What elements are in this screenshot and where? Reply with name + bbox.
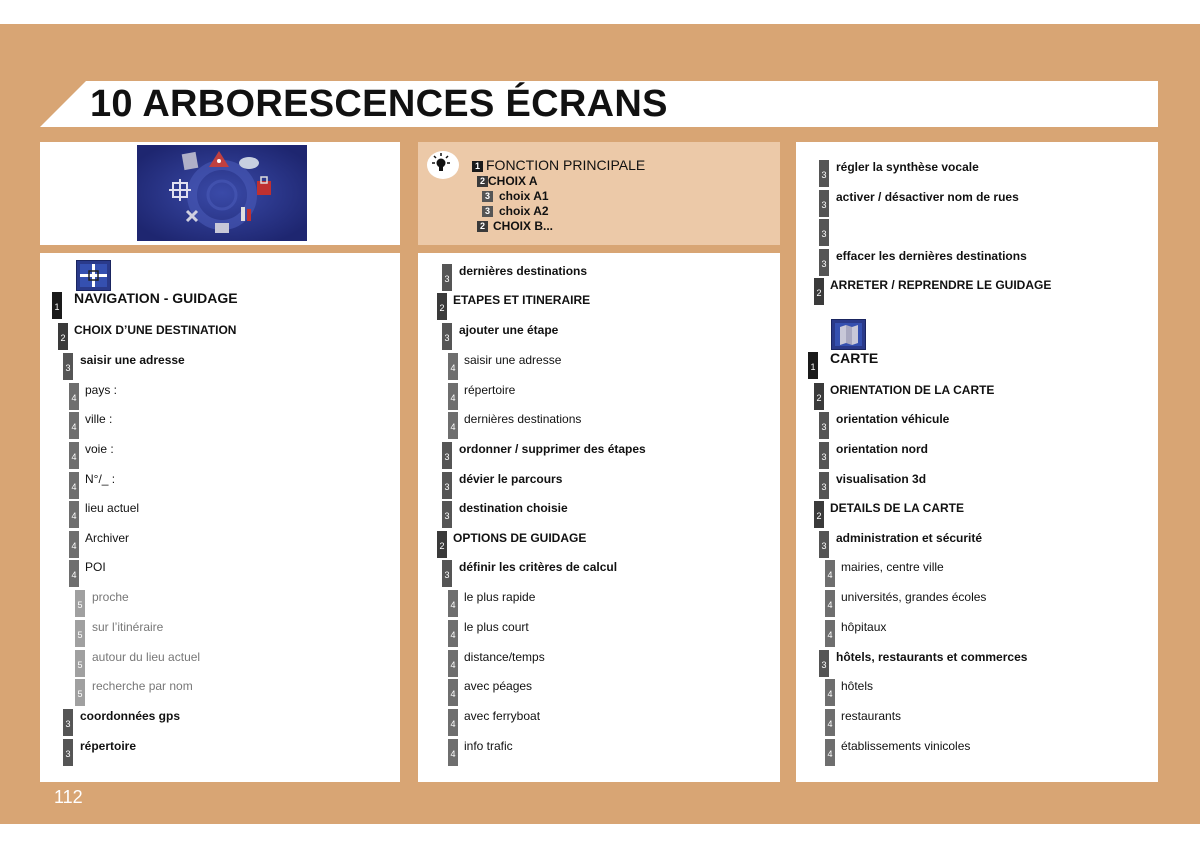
legend-row-5: 2 CHOIX B...	[477, 220, 553, 233]
legend-row-4: 3 choix A2	[482, 205, 549, 218]
legend-row-3: 3 choix A1	[482, 190, 549, 203]
navigation-crossroad-icon	[76, 260, 111, 291]
map-folded-icon	[831, 319, 866, 350]
navigation-menu-wheel-icon	[137, 145, 307, 241]
page-title: 10 ARBORESCENCES ÉCRANS	[90, 83, 668, 125]
light-bulb-icon	[426, 150, 460, 180]
legend-row-2: 2 CHOIX A	[477, 175, 538, 188]
page-number: 112	[54, 787, 83, 807]
title-notch	[40, 81, 86, 127]
legend-row-1: 1 FONCTION PRINCIPALE	[472, 159, 645, 172]
